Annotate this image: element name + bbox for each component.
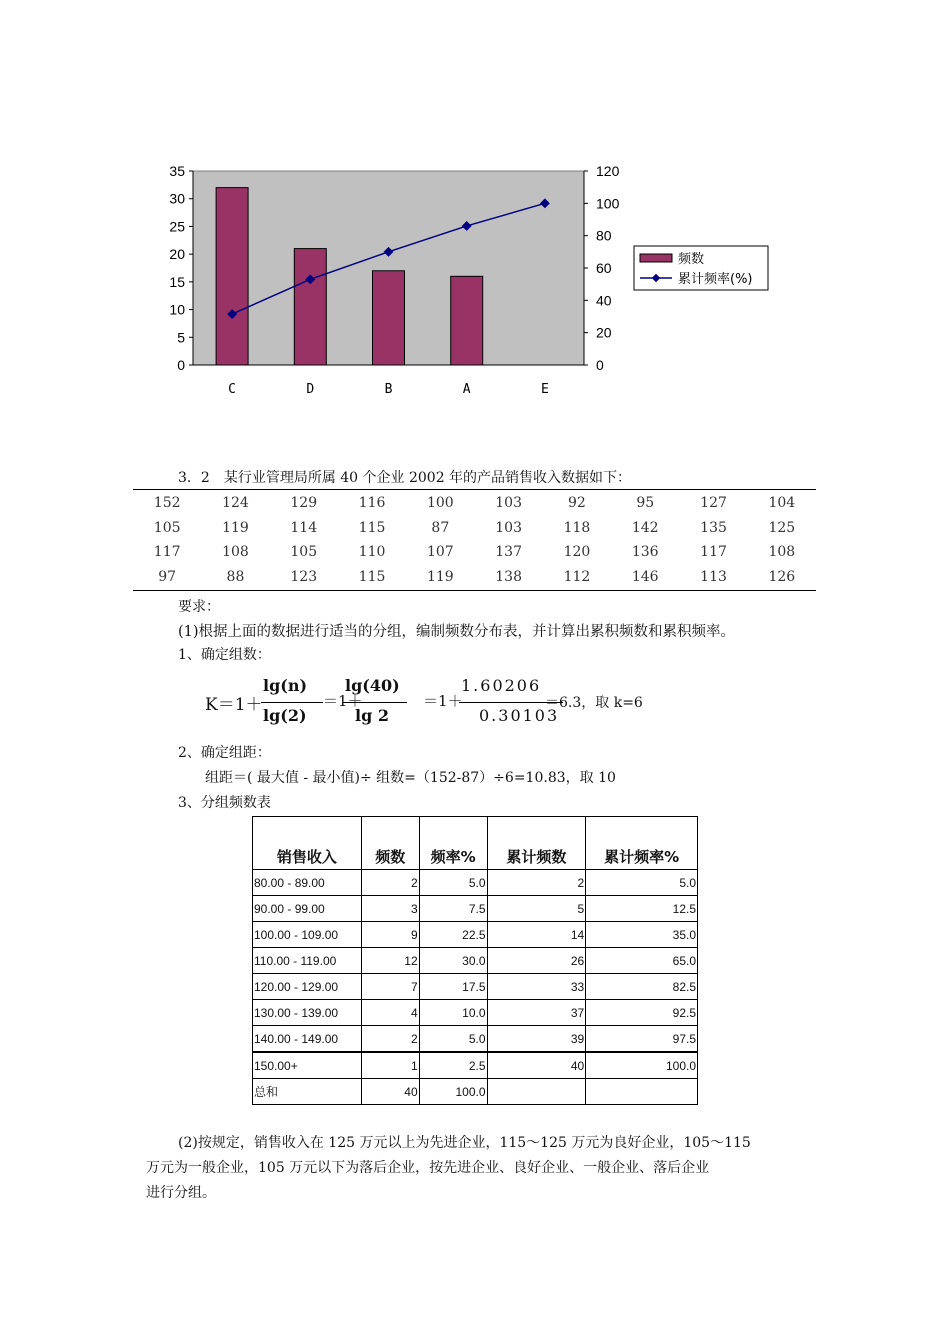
right-axis-tick-label: 0 — [596, 357, 604, 373]
formula-den1: lg(2) — [263, 706, 307, 725]
data-cell: 116 — [358, 495, 386, 512]
left-axis-tick-label: 5 — [177, 329, 185, 346]
freq-table-row — [253, 974, 698, 1000]
data-cell: 92 — [568, 495, 586, 512]
data-row — [133, 540, 816, 565]
freq-table-cell: 100.0 — [419, 1079, 487, 1105]
data-cell: 127 — [700, 495, 727, 512]
freq-table-cell: 26 — [487, 948, 586, 974]
freq-table-cell: 39 — [487, 1026, 586, 1053]
left-axis-tick-label: 30 — [169, 190, 185, 207]
legend-bar-swatch — [640, 254, 672, 262]
freq-table-cell: 22.5 — [419, 922, 487, 948]
formula-eq2: ＝1＋ — [423, 692, 463, 710]
data-row — [133, 565, 816, 590]
freq-table-cell: 150.00+ — [253, 1052, 362, 1079]
freq-table-row — [253, 1052, 698, 1079]
raw-data-table — [133, 491, 816, 589]
data-cell: 112 — [563, 568, 591, 585]
data-cell: 105 — [153, 519, 181, 536]
freq-table-cell — [487, 1079, 586, 1105]
data-cell: 97 — [158, 568, 177, 585]
freq-table-header: 累计频数 — [487, 817, 586, 870]
freq-table-cell: 35.0 — [586, 922, 698, 948]
freq-table-cell: 5 — [487, 896, 586, 922]
formula-num3: 1.60206 — [461, 676, 542, 695]
data-cell: 152 — [153, 495, 181, 512]
data-cell: 138 — [495, 568, 522, 585]
data-cell: 110 — [358, 544, 386, 561]
formula-num2: lg(40) — [345, 676, 400, 695]
x-axis-category-label: A — [462, 382, 471, 397]
data-cell: 103 — [495, 495, 522, 512]
data-cell: 125 — [768, 519, 796, 536]
data-cell: 113 — [700, 568, 727, 585]
freq-table-cell: 7.5 — [419, 896, 487, 922]
freq-table-cell: 40 — [361, 1079, 419, 1105]
data-row — [133, 491, 816, 516]
freq-table-cell: 5.0 — [419, 870, 487, 896]
freq-table-cell: 120.00 - 129.00 — [253, 974, 362, 1000]
freq-table-cell: 80.00 - 89.00 — [253, 870, 362, 896]
data-row — [133, 516, 816, 541]
freq-table-cell: 65.0 — [586, 948, 698, 974]
legend-label-cumulative: 累计频率(%) — [678, 272, 753, 287]
data-cell: 108 — [768, 544, 796, 561]
freq-table-cell: 2 — [361, 870, 419, 896]
left-axis-tick-label: 20 — [169, 246, 185, 263]
pareto-chart — [150, 150, 790, 410]
paragraph-2-line-2: 万元为一般企业，105 万元以下为落后企业，按先进企业、良好企业、一般企业、落后企业 — [146, 1160, 710, 1176]
formula-eq1: ＝1＋ — [323, 692, 363, 710]
freq-table-cell: 90.00 - 99.00 — [253, 896, 362, 922]
left-axis-tick-label: 10 — [169, 301, 185, 318]
freq-table-cell: 1 — [361, 1052, 419, 1079]
freq-table-cell: 92.5 — [586, 1000, 698, 1026]
freq-table-row — [253, 1000, 698, 1026]
step-3-heading: 3、分组频数表 — [178, 795, 271, 811]
freq-table-cell: 82.5 — [586, 974, 698, 1000]
freq-table-cell: 100.00 - 109.00 — [253, 922, 362, 948]
freq-table-cell: 9 — [361, 922, 419, 948]
formula-den2: lg 2 — [355, 706, 389, 725]
group-count-formula — [205, 676, 665, 732]
table-top-rule — [133, 489, 816, 490]
bar-frequency — [294, 249, 326, 365]
right-axis-tick-label: 20 — [596, 324, 612, 341]
freq-table-header: 频率% — [419, 817, 487, 870]
freq-table-cell: 2.5 — [419, 1052, 487, 1079]
freq-table-row — [253, 1026, 698, 1053]
x-axis-category-label: E — [540, 382, 549, 397]
freq-table-cell: 2 — [361, 1026, 419, 1053]
table-bottom-rule — [133, 590, 816, 591]
bar-frequency — [451, 276, 483, 365]
x-axis-category-label: C — [228, 382, 237, 397]
data-cell: 114 — [290, 519, 318, 536]
freq-table-cell: 97.5 — [586, 1026, 698, 1053]
freq-table-cell: 3 — [361, 896, 419, 922]
formula-tail: ＝6.3，取 k=6 — [545, 695, 643, 711]
bar-frequency — [216, 188, 248, 365]
data-cell: 142 — [631, 519, 659, 536]
freq-table-row — [253, 1079, 698, 1105]
data-cell: 87 — [431, 519, 450, 536]
data-cell: 88 — [226, 568, 245, 585]
data-cell: 137 — [495, 544, 522, 561]
freq-table-cell: 110.00 - 119.00 — [253, 948, 362, 974]
freq-table-cell: 12.5 — [586, 896, 698, 922]
freq-table-header: 累计频率% — [586, 817, 698, 870]
fraction-bar-2 — [343, 702, 407, 703]
data-cell: 118 — [563, 519, 591, 536]
frequency-table — [252, 816, 698, 1105]
freq-table-cell: 5.0 — [586, 870, 698, 896]
data-cell: 124 — [222, 495, 249, 512]
freq-table-cell: 10.0 — [419, 1000, 487, 1026]
data-cell: 108 — [222, 544, 249, 561]
data-cell: 117 — [700, 544, 727, 561]
freq-table-cell: 总和 — [253, 1079, 362, 1105]
freq-table-cell — [586, 1079, 698, 1105]
freq-table-row — [253, 922, 698, 948]
data-cell: 117 — [153, 544, 181, 561]
data-cell: 104 — [768, 495, 796, 512]
data-cell: 95 — [636, 495, 655, 512]
fraction-bar-1 — [261, 702, 323, 703]
freq-table-cell: 14 — [487, 922, 586, 948]
legend-label-frequency: 频数 — [678, 252, 705, 267]
freq-table-cell: 12 — [361, 948, 419, 974]
freq-table-row — [253, 896, 698, 922]
formula-k: K＝1＋ — [205, 695, 263, 715]
data-cell: 129 — [290, 495, 318, 512]
freq-table-cell: 7 — [361, 974, 419, 1000]
left-axis-tick-label: 0 — [177, 357, 185, 373]
bar-frequency — [373, 271, 405, 365]
right-axis-tick-label: 80 — [596, 227, 612, 244]
data-cell: 123 — [290, 568, 318, 585]
data-cell: 135 — [700, 519, 727, 536]
freq-table-cell: 33 — [487, 974, 586, 1000]
data-cell: 146 — [631, 568, 659, 585]
left-axis-tick-label: 15 — [169, 273, 185, 290]
freq-table-cell: 5.0 — [419, 1026, 487, 1053]
paragraph-2-line-3: 进行分组。 — [146, 1185, 216, 1201]
step-2-heading: 2、确定组距： — [178, 745, 271, 761]
freq-table-cell: 17.5 — [419, 974, 487, 1000]
data-cell: 105 — [290, 544, 318, 561]
section-title: 3．2 某行业管理局所属 40 个企业 2002 年的产品销售收入数据如下： — [178, 470, 632, 486]
data-cell: 119 — [426, 568, 454, 585]
right-axis-tick-label: 100 — [596, 195, 620, 212]
data-cell: 119 — [222, 519, 249, 536]
right-axis-tick-label: 60 — [596, 260, 612, 276]
freq-table-cell: 140.00 - 149.00 — [253, 1026, 362, 1053]
freq-table-header: 频数 — [361, 817, 419, 870]
freq-table-cell: 30.0 — [419, 948, 487, 974]
formula-num1: lg(n) — [263, 676, 308, 695]
data-cell: 115 — [358, 519, 386, 536]
data-cell: 136 — [631, 544, 659, 561]
step-1-heading: 1、确定组数： — [178, 647, 271, 663]
left-axis-tick-label: 35 — [169, 163, 185, 179]
freq-table-cell: 40 — [487, 1052, 586, 1079]
freq-table-cell: 37 — [487, 1000, 586, 1026]
freq-table-header: 销售收入 — [253, 817, 362, 870]
data-cell: 107 — [426, 544, 454, 561]
data-cell: 120 — [563, 544, 591, 561]
right-axis-tick-label: 40 — [596, 292, 612, 309]
freq-table-row — [253, 870, 698, 896]
freq-table-cell: 100.0 — [586, 1052, 698, 1079]
x-axis-category-label: D — [306, 382, 315, 397]
freq-table-cell: 130.00 - 139.00 — [253, 1000, 362, 1026]
right-axis-tick-label: 120 — [596, 163, 620, 179]
x-axis-category-label: B — [384, 382, 393, 397]
formula-den3: 0.30103 — [479, 706, 560, 725]
data-cell: 126 — [768, 568, 796, 585]
data-cell: 115 — [358, 568, 386, 585]
requirement-label: 要求： — [178, 599, 220, 615]
paragraph-2-line-1: (2)按规定，销售收入在 125 万元以上为先进企业，115～125 万元为良好企业，105～115 — [178, 1135, 751, 1151]
freq-table-row — [253, 948, 698, 974]
freq-table-cell: 2 — [487, 870, 586, 896]
step-2-detail: 组距＝( 最大值 - 最小值)÷ 组数=（152-87）÷6=10.83，取 10 — [205, 770, 616, 786]
data-cell: 103 — [495, 519, 522, 536]
freq-table-cell: 4 — [361, 1000, 419, 1026]
requirement-1: (1)根据上面的数据进行适当的分组，编制频数分布表，并计算出累积频数和累积频率。 — [178, 624, 736, 640]
left-axis-tick-label: 25 — [169, 218, 185, 235]
data-cell: 100 — [426, 495, 454, 512]
